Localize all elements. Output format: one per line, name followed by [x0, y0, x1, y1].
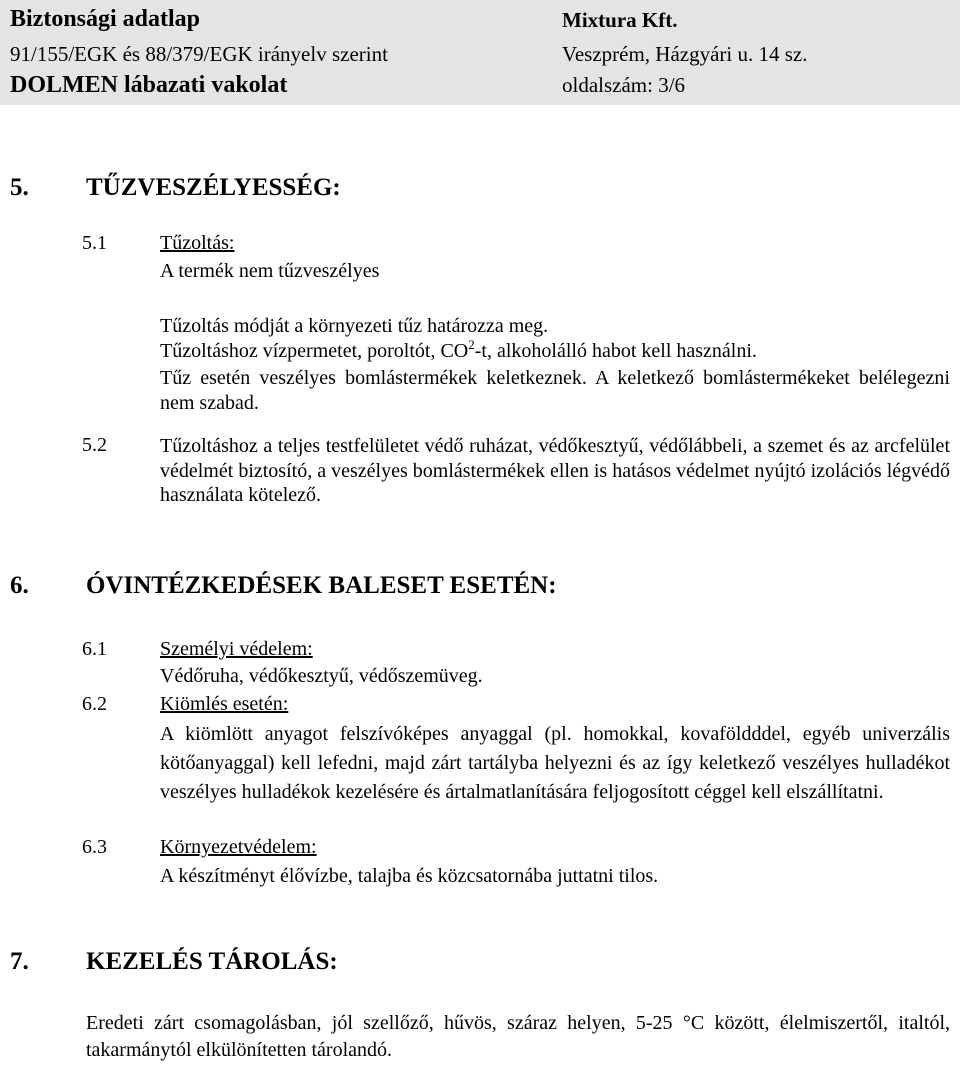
item-5-2-number: 5.2	[82, 434, 107, 456]
directive-text: 91/155/EGK és 88/379/EGK irányelv szerint	[10, 42, 388, 66]
section-6-title: ÓVINTÉZKEDÉSEK BALESET ESETÉN:	[86, 572, 557, 599]
section-5-number: 5.	[10, 174, 29, 201]
co2-subscript: 2	[468, 337, 475, 352]
company-address: Veszprém, Házgyári u. 14 sz.	[562, 42, 808, 66]
item-6-1-text: Védőruha, védőkesztyű, védőszemüveg.	[160, 665, 483, 687]
section-7-text: Eredeti zárt csomagolásban, jól szellőző, hűvös, száraz helyen, 5-25 °C között, élelmiszertől, italtól, takarmánytól elkülönítetten tárolandó.	[86, 1012, 950, 1061]
item-6-2-label: Kiömlés esetén:	[160, 693, 289, 715]
section-7-title: KEZELÉS TÁROLÁS:	[86, 948, 338, 975]
doc-title: Biztonsági adatlap	[10, 6, 201, 32]
item-6-1-label: Személyi védelem:	[160, 638, 313, 660]
item-6-3-label: Környezetvédelem:	[160, 836, 317, 858]
extinguisher-text-pre: Tűzoltáshoz vízpermetet, poroltót, CO	[160, 340, 469, 362]
item-6-3-number: 6.3	[82, 836, 107, 858]
section-5-title: TŰZVESZÉLYESSÉG:	[86, 174, 341, 201]
section-6-number: 6.	[10, 572, 29, 599]
product-name: DOLMEN lábazati vakolat	[10, 72, 288, 98]
page-number: oldalszám: 3/6	[562, 73, 686, 97]
extinguisher-text-post: -t, alkoholálló habot kell használni.	[474, 340, 757, 362]
item-6-1-number: 6.1	[82, 638, 107, 660]
extinguisher-text	[160, 337, 757, 363]
decomposition-text: Tűz esetén veszélyes bomlástermékek keletkeznek. A keletkező bomlástermékeket belélegezni nem szabad.	[160, 367, 950, 414]
item-5-1-number: 5.1	[82, 232, 107, 254]
item-5-1-line: A termék nem tűzveszélyes	[160, 260, 380, 282]
company-name: Mixtura Kft.	[562, 8, 678, 32]
item-6-2-text: A kiömlött anyagot felszívóképes anyaggal (pl. homokkal, kovaföldddel, egyéb univerzális kötőanyaggal) kell lefedni, majd zárt tartályba helyezni és az így keletkező veszélyes hulladékot veszélyes hulladékok kezelésére és ártalmatlanítására feljogosított céggel kell elszállítatni.	[160, 723, 950, 803]
item-6-2-number: 6.2	[82, 693, 107, 715]
item-6-3-text: A készítményt élővízbe, talajba és közcsatornába juttatni tilos.	[160, 865, 659, 887]
section-7-number: 7.	[10, 948, 29, 975]
fire-method-text: Tűzoltás módját a környezeti tűz határozza meg.	[160, 315, 549, 337]
item-5-1-label: Tűzoltás:	[160, 232, 235, 254]
document-header	[0, 0, 960, 105]
item-5-2-text: Tűzoltáshoz a teljes testfelületet védő ruházat, védőkesztyű, védőlábbeli, a szemet és az arcfelület védelmét biztosító, a veszélyes bomlástermékek ellen is hatásos védelmet nyújtó izolációs légvédő használata kötelező.	[160, 435, 950, 506]
